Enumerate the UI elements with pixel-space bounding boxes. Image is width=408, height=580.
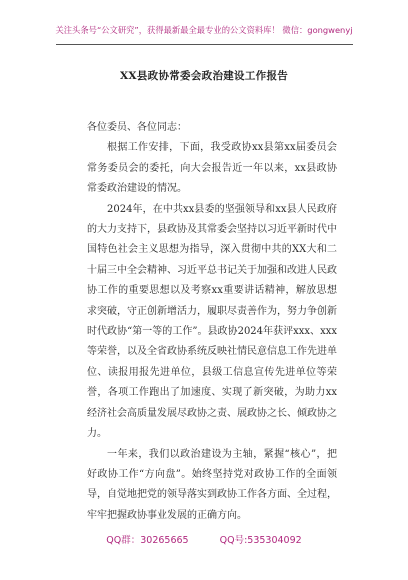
document-title: XX县政协常委会政治建设工作报告 xyxy=(119,70,289,82)
header-divider xyxy=(56,44,353,45)
footer-qq-number: QQ号:535304092 xyxy=(219,535,302,546)
footer xyxy=(0,532,408,546)
body-paragraph: 根据工作安排，下面，我受政协xx县第xx届委员会常务委员会的委托，向大会报告近一年以来，xx县政协常委政治建设的情况。 xyxy=(87,142,337,195)
footer-qq-group: QQ群：30265665 xyxy=(106,535,189,546)
salutation: 各位委员、各位同志： xyxy=(87,122,187,133)
document-body xyxy=(87,118,337,526)
body-paragraph: 一年来，我们以政治建设为主轴，紧握“核心”，把好政协工作“方向盘”。始终坚持党对政协工作的全面领导，自觉地把党的领导落实到政协工作各方面、全过程，牢牢把握政协事业发展的正确方向。 xyxy=(87,448,337,521)
header-banner: 关注头条号“公文研究”，获得最新最全最专业的公文资料库！ 微信：gongwenyj xyxy=(55,25,353,35)
body-paragraph: 2024年，在中共xx县委的坚强领导和xx县人民政府的大力支持下，县政协及其常委会坚持以习近平新时代中国特色社会主义思想为指导，深入贯彻中共的XX大和二十届三中全会精神、习近平总书记关于加强和改进人民政协工作的重要思想以及考察xx重要讲话精神，解放思想求突破，守正创新增活力，履职尽责善作为，努力争创新时代政协“第一等的工作”。县政协2024年获评xxx、xxx等荣誉，以及全省政协系统反映社情民意信息工作先进单位、读报用报先进单位，县级工信息宣传先进单位等荣誉，各项工作跑出了加速度、实现了新突破，为助力xx经济社会高质量发展尽政协之责、展政协之长、倾政协之力。 xyxy=(87,203,337,440)
